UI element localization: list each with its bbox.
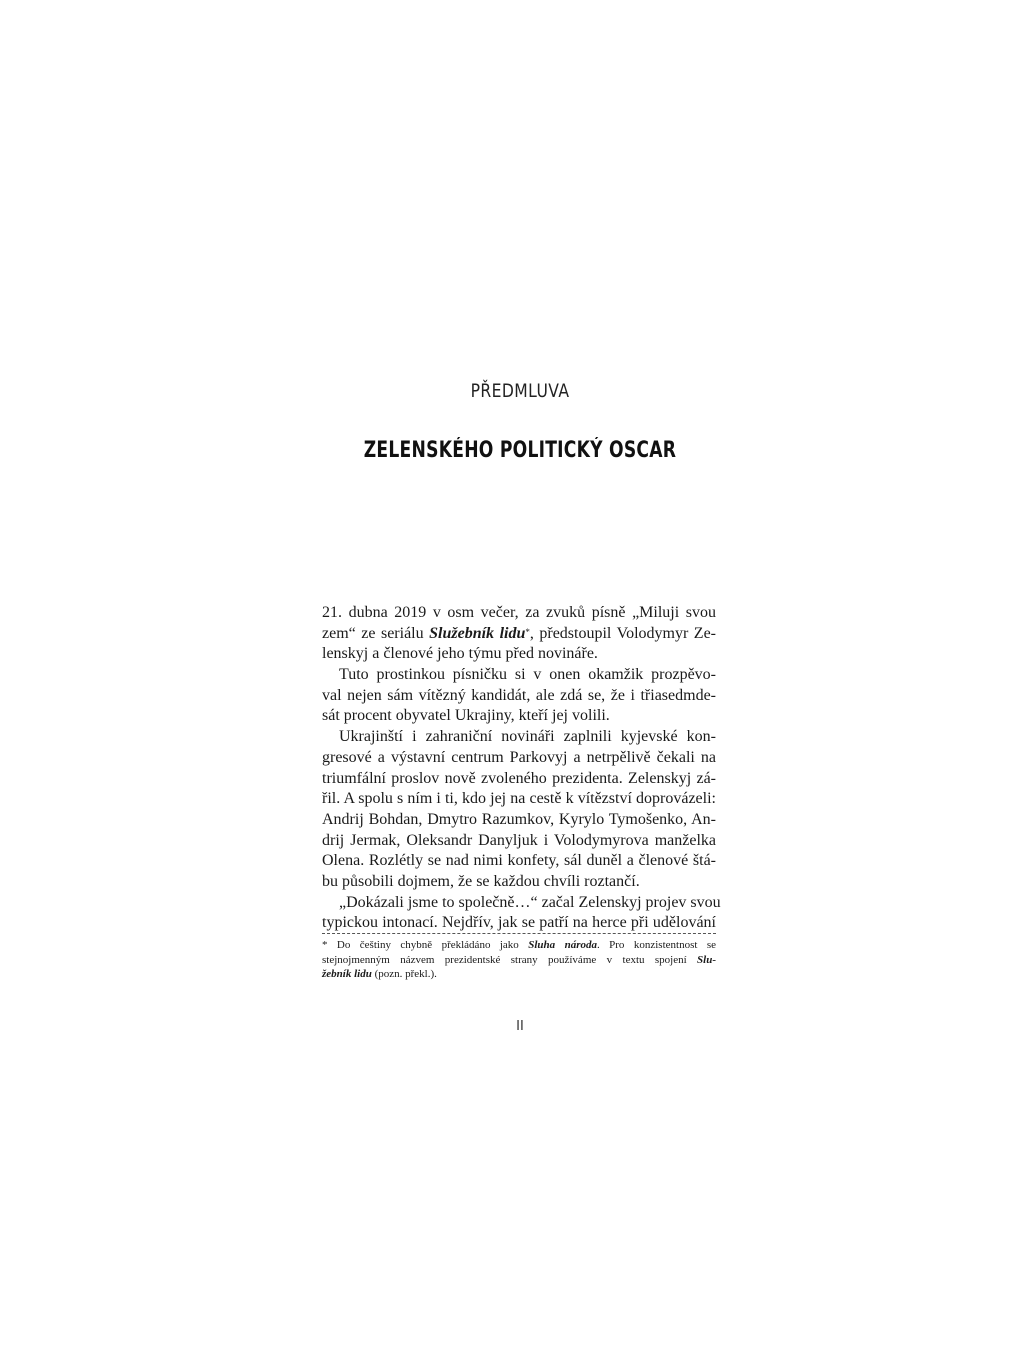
footnote-line <box>322 938 716 953</box>
body-line: bu působili dojmem, že se každou chvíli roztančí. <box>322 872 640 890</box>
chapter-title: ZELENSKÉHO POLITICKÝ OSCAR <box>363 438 677 463</box>
page-number: II <box>516 1019 524 1034</box>
footnote-segment: . Pro konzistentnost se <box>596 939 716 951</box>
series-title: Služebník lidu <box>429 624 526 642</box>
body-line: drij Jermak, Oleksandr Danyljuk i Volodymyrova manželka <box>322 831 716 849</box>
body-text-segment: , předstoupil Volodymyr Ze- <box>529 624 717 642</box>
footnote-italic: žebník lidu <box>322 968 372 980</box>
body-line <box>322 624 716 645</box>
footnote <box>322 938 716 982</box>
section-label: PŘEDMLUVA <box>470 380 570 402</box>
body-line: „Dokázali jsme to společně…“ začal Zelenskyj projev svou <box>339 893 721 911</box>
body-line: lenskyj a členové jeho týmu před novináře. <box>322 645 598 663</box>
body-text <box>322 603 721 934</box>
footnote-segment: * Do češtiny chybně překládáno jako <box>322 939 529 951</box>
footnote-line <box>322 967 716 982</box>
body-line: řil. A spolu s ním i ti, kdo jej na cestě k vítězství doprovázeli: <box>322 790 716 808</box>
footnote-segment: stejnojmenným názvem prezidentské strany používáme v textu spojení <box>322 953 698 966</box>
body-line: Olena. Rozlétly se nad nimi konfety, sál duněl a členové štá- <box>322 852 716 870</box>
footnote-line <box>322 953 716 968</box>
body-line: Andrij Bohdan, Dmytro Razumkov, Kyrylo Tymošenko, An- <box>322 810 716 828</box>
footnote-italic: Sluha národa <box>528 939 597 951</box>
body-line: sát procent obyvatel Ukrajiny, kteří jej volili. <box>322 707 610 725</box>
body-line: typickou intonací. Nejdřív, jak se patří na herce při udělování <box>322 914 716 932</box>
footnote-divider <box>322 933 716 934</box>
body-line: triumfální proslov nově zvoleného prezidenta. Zelenskyj zá- <box>322 769 716 787</box>
body-line: Ukrajinští i zahraniční novináři zaplnili kyjevské kon- <box>339 728 716 746</box>
body-line: val nejen sám vítězný kandidát, ale zdá se, že i třiasedmde- <box>322 686 716 704</box>
body-line: Tuto prostinkou písničku si v onen okamžik prozpěvo- <box>339 666 716 684</box>
body-text-segment: zem“ ze seriálu <box>322 624 430 642</box>
body-line: gresové a výstavní centrum Parkovyj a netrpělivě čekali na <box>322 748 716 766</box>
footnote-marker: * <box>525 626 530 637</box>
body-line: 21. dubna 2019 v osm večer, za zvuků písně „Miluji svou <box>322 604 716 621</box>
footnote-segment: (pozn. překl.). <box>371 968 437 980</box>
footnote-italic: Slu- <box>697 953 716 966</box>
